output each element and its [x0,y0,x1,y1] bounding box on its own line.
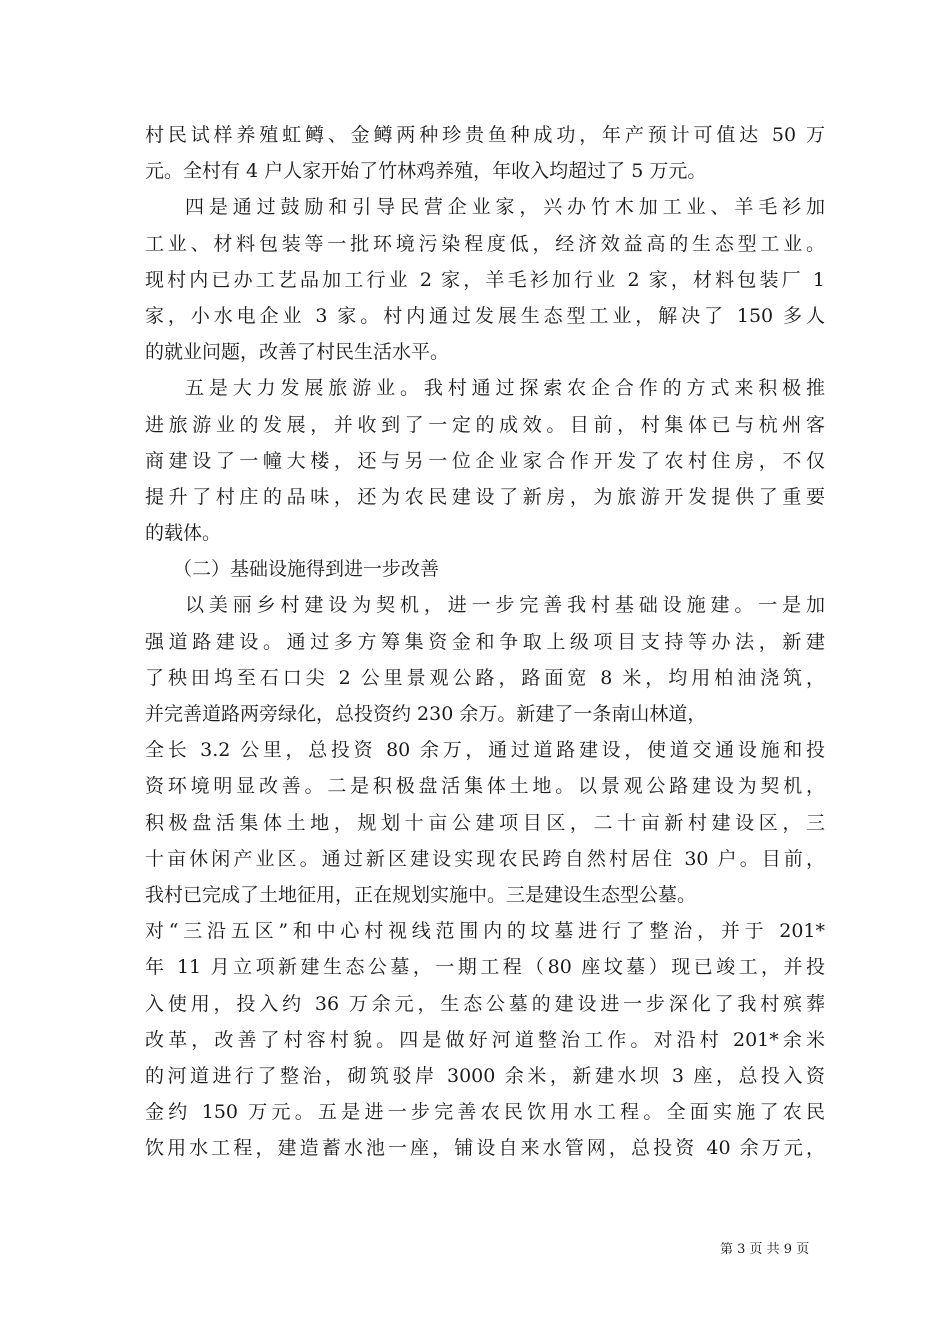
section-heading: （二）基础设施得到进一步改善 [173,558,440,581]
text-line: 十亩休闲产业区。通过新区建设实现农民跨自然村居住 30 户。目前， [145,847,825,870]
text-line: 改革，改善了村容村貌。四是做好河道整治工作。对沿村 201*余米 [145,1028,825,1051]
text-line: 对“三沿五区”和中心村视线范围内的坟墓进行了整治，并于 201* [145,920,825,943]
paragraph-start-line: 四是通过鼓励和引导民营企业家，兴办竹木加工业、羊毛衫加 [185,196,825,219]
text-line: 提升了村庄的品味，还为农民建设了新房，为旅游开发提供了重要 [145,485,825,508]
text-line: 的就业问题，改善了村民生活水平。 [145,341,450,364]
text-line: 的载体。 [145,522,222,545]
page-number: 第 3 页 共 9 页 [720,1242,810,1257]
text-line: 资环境明显改善。二是积极盘活集体土地。以景观公路建设为契机， [145,775,825,798]
text-line: 我村已完成了土地征用，正在规划实施中。三是建设生态型公墓。 [145,883,697,906]
paragraph-start-line: 五是大力发展旅游业。我村通过探索农企合作的方式来积极推 [185,377,825,400]
text-line: 元。全村有 4 户人家开始了竹林鸡养殖，年收入均超过了 5 万元。 [145,160,707,183]
text-line: 进旅游业的发展，并收到了一定的成效。目前，村集体已与杭州客 [145,413,825,436]
document-body [145,117,825,1166]
text-line: 家，小水电企业 3 家。村内通过发展生态型工业，解决了 150 多人 [145,304,825,327]
text-line: 强道路建设。通过多方筹集资金和争取上级项目支持等办法，新建 [145,630,825,653]
text-line: 积极盘活集体土地，规划十亩公建项目区，二十亩新村建设区，三 [145,811,825,834]
text-line: 并完善道路两旁绿化，总投资约 230 余万。新建了一条南山林道， [145,703,707,725]
text-line: 年 11 月立项新建生态公墓，一期工程（80 座坟墓）现已竣工，并投 [145,956,825,979]
text-line: 商建设了一幢大楼，还与另一位企业家合作开发了农村住房，不仅 [145,449,825,472]
text-line: 的河道进行了整治，砌筑驳岸 3000 余米，新建水坝 3 座，总投入资 [145,1064,825,1087]
text-line: 了秧田坞至石口尖 2 公里景观公路，路面宽 8 米，均用柏油浇筑， [145,666,825,689]
text-line: 全长 3.2 公里，总投资 80 余万，通过道路建设，使道交通设施和投 [145,739,825,762]
text-line: 金约 150 万元。五是进一步完善农民饮用水工程。全面实施了农民 [145,1101,825,1124]
text-line: 现村内已办工艺品加工行业 2 家，羊毛衫加行业 2 家，材料包装厂 1 [145,268,825,291]
text-line: 村民试样养殖虹鳟、金鳟两种珍贵鱼种成功，年产预计可值达 50 万 [145,124,825,146]
text-line: 入使用，投入约 36 万余元，生态公墓的建设进一步深化了我村殡葬 [145,992,825,1015]
paragraph-start-line: 以美丽乡村建设为契机，进一步完善我村基础设施建。一是加 [185,594,825,617]
text-line: 工业、材料包装等一批环境污染程度低，经济效益高的生态型工业。 [145,232,825,255]
text-line: 饮用水工程，建造蓄水池一座，铺设自来水管网，总投资 40 余万元， [145,1137,825,1160]
